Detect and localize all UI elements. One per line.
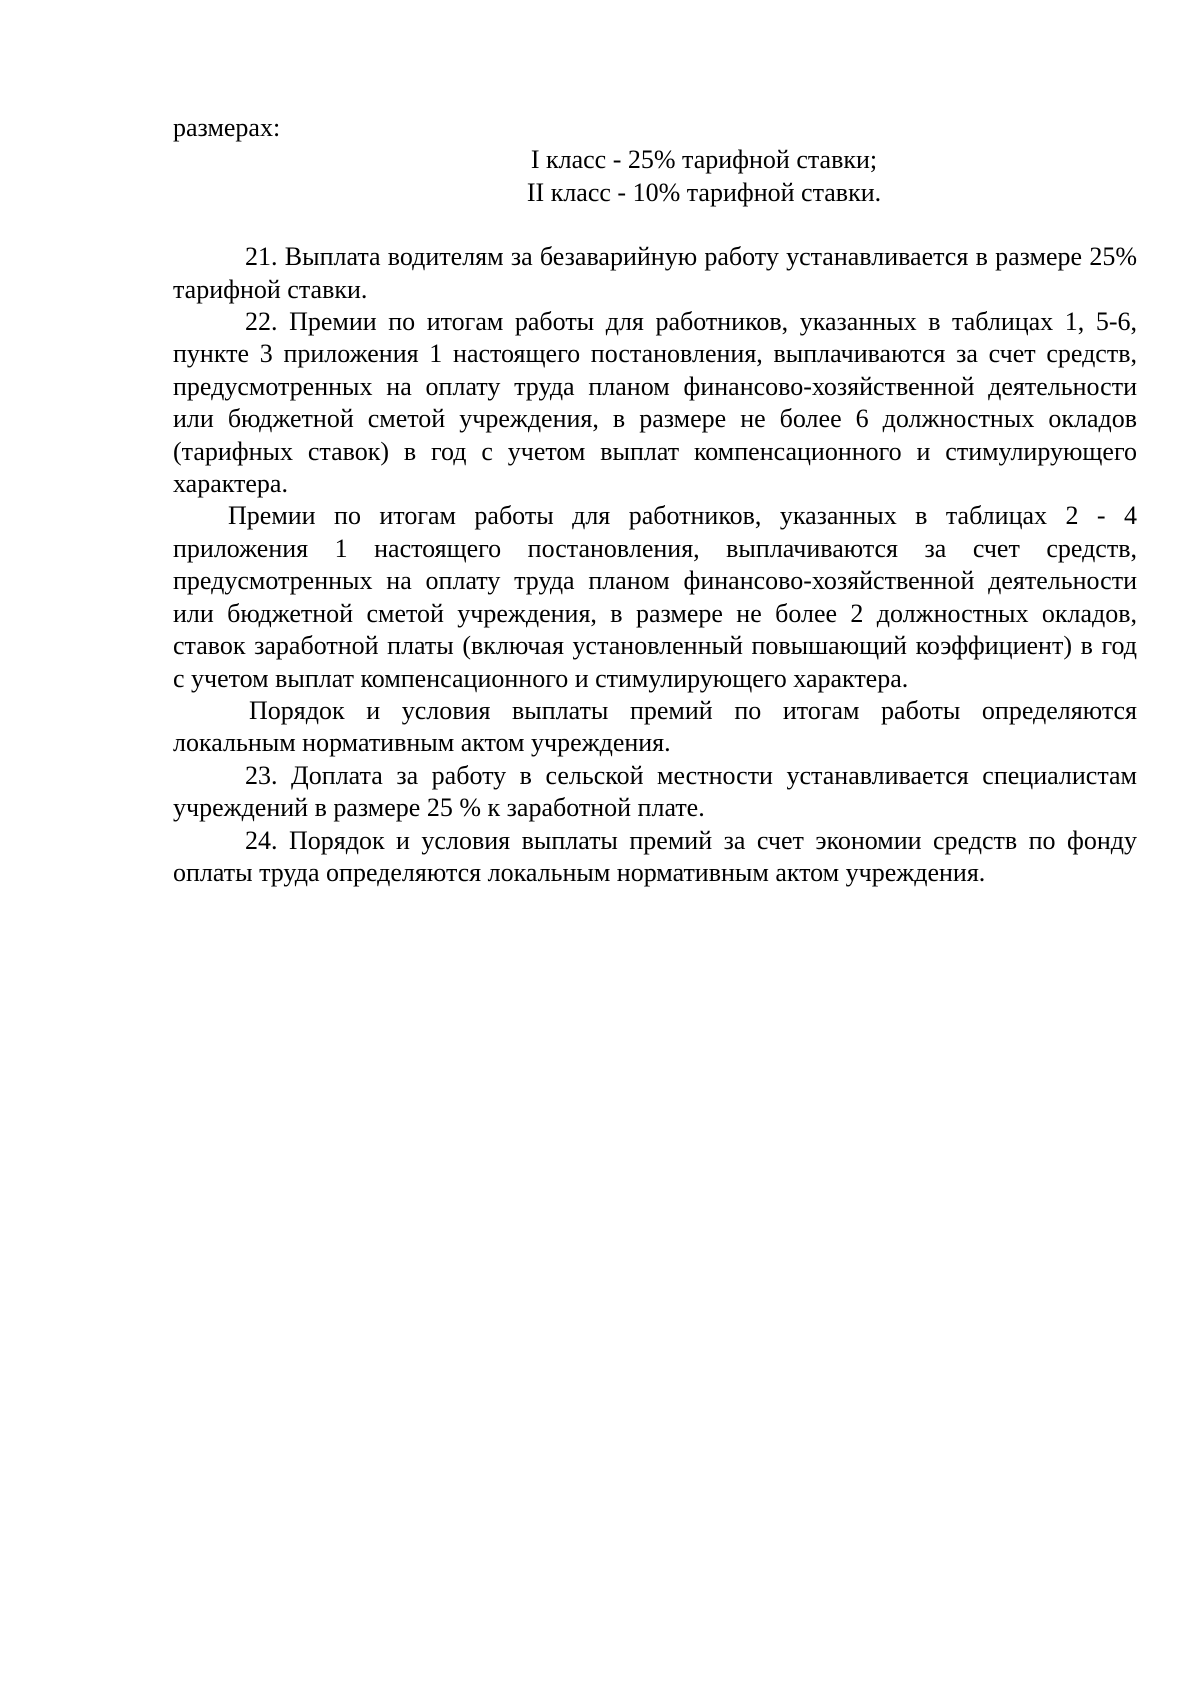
paragraph-21: 21. Выплата водителям за безаварийную работу устанавливается в размере 25% тарифной ставки.: [173, 242, 1137, 304]
paragraph-premiums-procedure: Порядок и условия выплаты премий по итогам работы определяются локальным нормативным актом учреждения.: [173, 695, 1137, 758]
class-1-line: I класс - 25% тарифной ставки;: [530, 145, 878, 175]
class-2-line: II класс - 10% тарифной ставки.: [526, 177, 882, 207]
paragraph-24: 24. Порядок и условия выплаты премий за счет экономии средств по фонду оплаты труда определяются локальным нормативным актом учреждения.: [173, 825, 1137, 887]
document-body: [173, 112, 1137, 889]
lead-line: размерах:: [173, 113, 281, 142]
paragraph-23: 23. Доплата за работу в сельской местности устанавливается специалистам учреждений в размере 25 % к заработной плате.: [173, 760, 1137, 823]
paragraph-22: 22. Премии по итогам работы для работников, указанных в таблицах 1, 5-6, пункте 3 приложения 1 настоящего постановления, выплачиваются за счет средств, предусмотренных на оплату труда планом финансово-хозяйственной деятельности или бюджетной сметой учреждения, в размере не более 6 должностных окладов (тарифных ставок) в год с учетом выплат компенсационного и стимулирующего характера.: [173, 307, 1137, 499]
paragraph-premiums-tables-2-4: Премии по итогам работы для работников, указанных в таблицах 2 - 4 приложения 1 настоящего постановления, выплачиваются за счет средств, предусмотренных на оплату труда планом финансово-хозяйственной деятельности или бюджетной сметой учреждения, в размере не более 2 должностных окладов, ставок заработной платы (включая установленный повышающий коэффициент) в год с учетом выплат компенсационного и стимулирующего характера.: [173, 501, 1137, 693]
spacer: [173, 209, 1137, 241]
